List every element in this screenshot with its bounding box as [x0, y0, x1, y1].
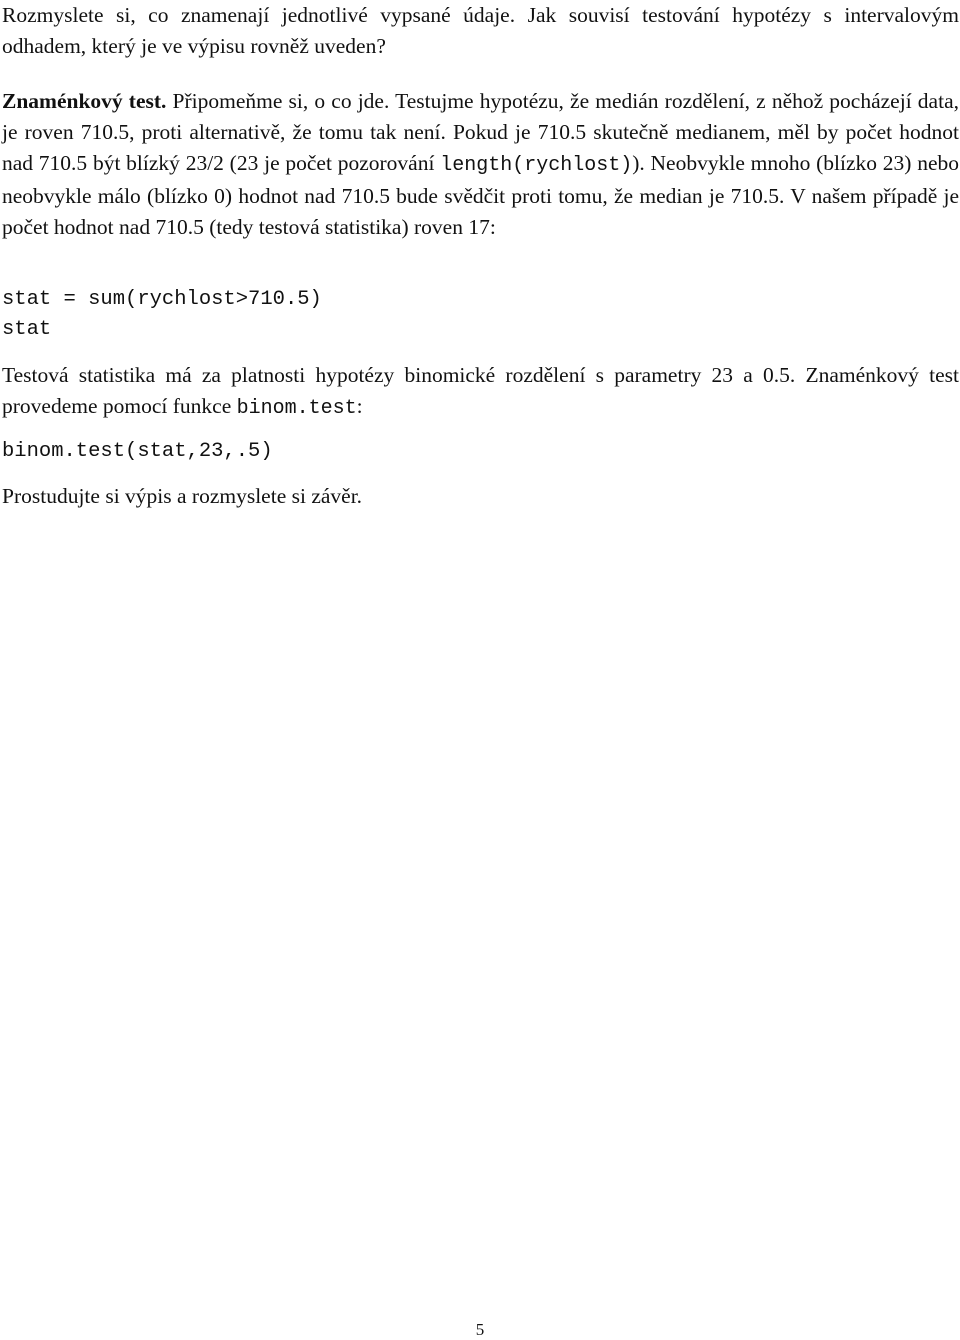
code-line: stat: [2, 318, 52, 341]
inline-code: binom.test: [236, 397, 357, 420]
code-line: binom.test(stat,23,.5): [2, 440, 273, 463]
paragraph-text: Testová statistika má za platnosti hypotézy binomické rozdělení s parametry 23 a 0.5. Znaménkový test provedeme pomocí funkce: [2, 363, 959, 418]
paragraph-text: :: [356, 394, 363, 418]
paragraph-intro: Rozmyslete si, co znamenají jednotlivé vypsané údaje. Jak souvisí testování hypotézy s intervalovým odhadem, který je ve výpisu rovněž uveden?: [2, 3, 959, 58]
section-heading: Znaménkový test.: [2, 89, 167, 113]
paragraph-text: ). Neobvykle mnoho (blízko 23) nebo neobvykle málo (blízko 0) hodnot nad 710.5 bude svědčit proti tomu, že median je 710.5. V našem případě je počet hodnot nad 710.5 (tedy testová statistika) roven 17:: [2, 151, 960, 239]
paragraph-conclusion: Prostudujte si výpis a rozmyslete si závěr.: [2, 484, 363, 508]
inline-code: length(rychlost): [440, 154, 633, 177]
page-number: 5: [475, 1320, 485, 1339]
paragraph-text: Připomeňme si, o co jde. Testujme hypotézu, že medián rozdělení, z něhož pocházejí data, je roven 710.5, proti alternativě, že tomu tak není. Pokud je 710.5 skutečně medianem, měl by počet hodnot nad 710.5 být blízký 23/2 (23 je počet pozorování: [2, 89, 959, 175]
paragraph-binomial: [2, 360, 959, 424]
paragraph-sign-test: [2, 86, 959, 243]
code-line: stat = sum(rychlost>710.5): [2, 288, 322, 311]
